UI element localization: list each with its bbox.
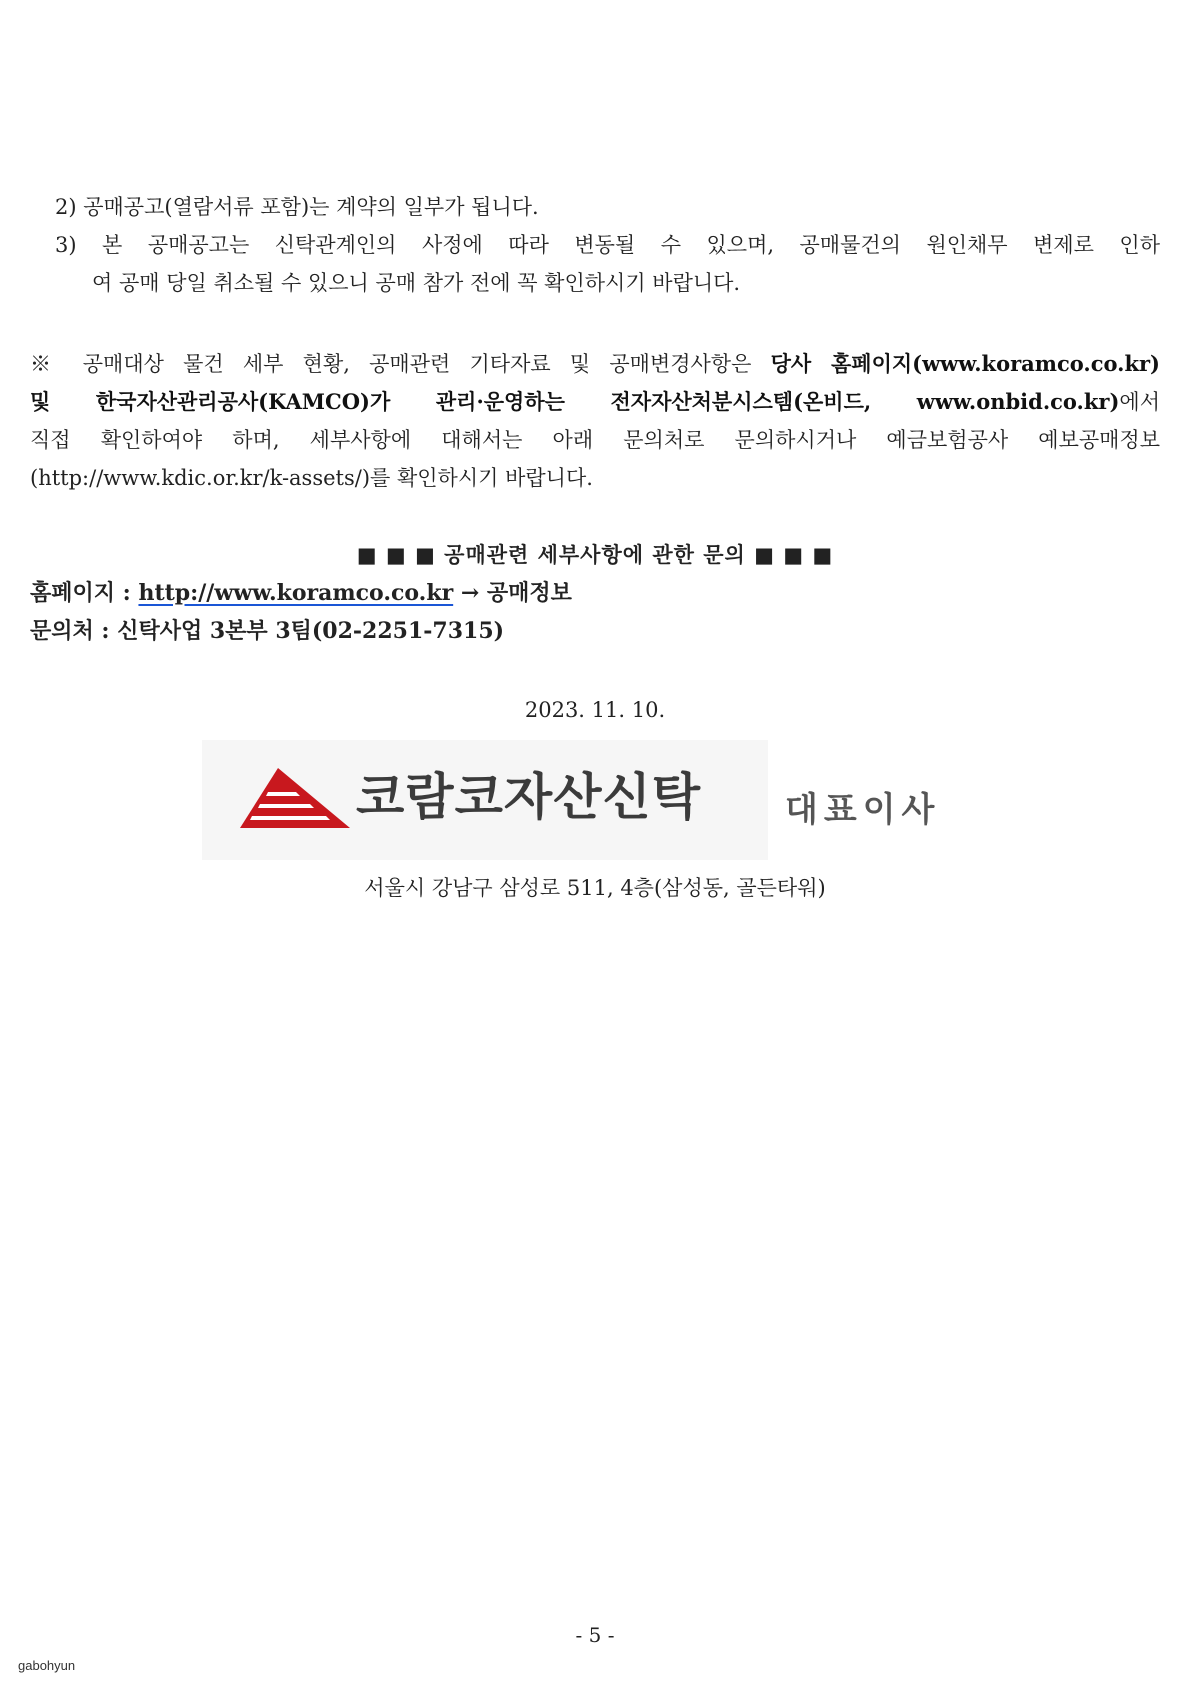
company-logo-text: 코람코자산신탁: [356, 768, 702, 826]
notice-line-2-text: 에서: [1119, 390, 1160, 414]
page-number: - 5 -: [575, 1623, 615, 1647]
note-item-2: 2) 공매공고(열람서류 포함)는 계약의 일부가 됩니다.: [55, 195, 539, 219]
contact-line: 문의처 : 신탁사업 3본부 3팀(02-2251-7315): [30, 618, 505, 644]
note-item-3-line-1: 3) 본 공매공고는 신탁관계인의 사정에 따라 변동될 수 있으며, 공매물건의 원인채무 변제로 인하: [55, 233, 1160, 257]
notice-line-4: (http://www.kdic.or.kr/k-assets/)를 확인하시기 바랍니다.: [30, 466, 593, 490]
homepage-link[interactable]: http://www.koramco.co.kr: [138, 580, 454, 606]
company-logo: [202, 740, 768, 860]
notice-paragraph: [30, 345, 1160, 497]
notice-homepage-emphasis: 당사 홈페이지(www.koramco.co.kr): [770, 351, 1160, 376]
company-address: 서울시 강남구 삼성로 511, 4층(삼성동, 골든타워): [364, 876, 826, 900]
footer-user-id: gabohyun: [18, 1658, 76, 1673]
note-item-3-line-2: 여 공매 당일 취소될 수 있으니 공매 참가 전에 꼭 확인하시기 바랍니다.: [92, 271, 741, 295]
document-date: 2023. 11. 10.: [524, 698, 666, 722]
inquiry-heading: ■ ■ ■ 공매관련 세부사항에 관한 문의 ■ ■ ■: [356, 542, 834, 567]
homepage-line: [30, 577, 572, 609]
notice-line-1-text: ※ 공매대상 물건 세부 현황, 공매관련 기타자료 및 공매변경사항은: [30, 352, 771, 376]
notice-line-2: [30, 383, 1160, 421]
ceo-title: 대표이사: [785, 790, 941, 830]
company-logo-mark-icon: [240, 762, 350, 832]
homepage-label: 홈페이지 :: [30, 580, 139, 606]
notice-line-3: 직접 확인하여야 하며, 세부사항에 대해서는 아래 문의처로 문의하시거나 예금보험공사 예보공매정보: [30, 428, 1160, 452]
homepage-suffix: → 공매정보: [453, 580, 572, 606]
notice-onbid-emphasis: 및 한국자산관리공사(KAMCO)가 관리·운영하는 전자자산처분시스템(온비드, www.onbid.co.kr): [30, 389, 1120, 414]
notice-line-1: [30, 345, 1160, 383]
